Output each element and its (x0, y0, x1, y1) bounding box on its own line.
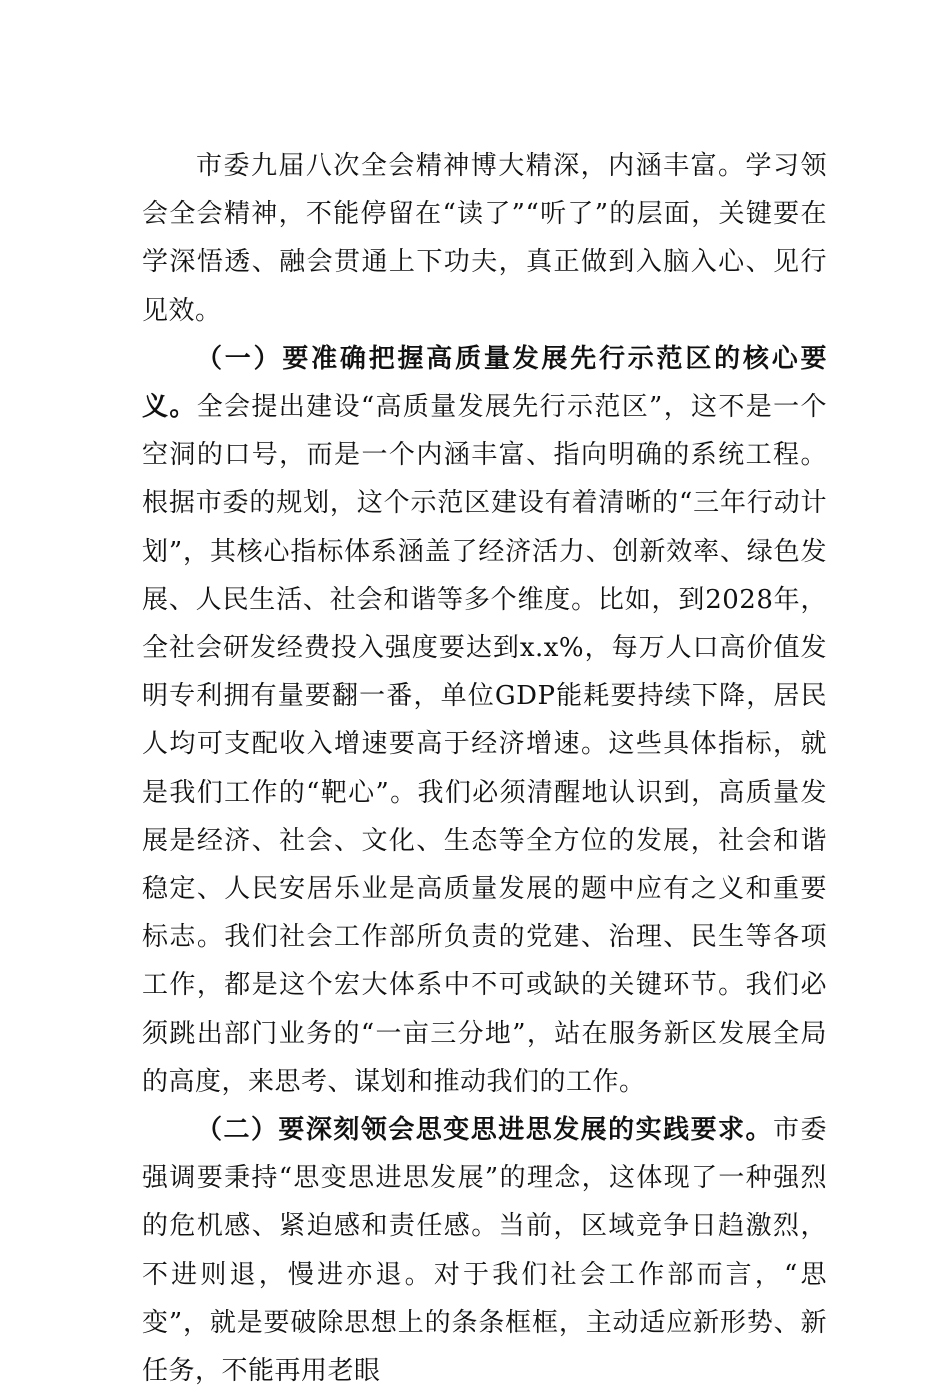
document-body (142, 142, 827, 1395)
paragraph-section-2 (142, 1106, 827, 1395)
paragraph-section-1 (142, 335, 827, 1106)
paragraph-heading: （二）要深刻领会思变思进思发展的实践要求。 (196, 1115, 773, 1146)
paragraph-intro (142, 142, 827, 335)
paragraph-text: 市委九届八次全会精神博大精深，内涵丰富。学习领会全会精神，不能停留在“读了”“听了”的层面，关键要在学深悟透、融会贯通上下功夫，真正做到入脑入心、见行见效。 (142, 151, 827, 326)
paragraph-heading: （一）要准确把握高质量发展先行示范区的核心要义。 (142, 343, 827, 423)
paragraph-text: 市委强调要秉持“思变思进思发展”的理念，这体现了一种强烈的危机感、紧迫感和责任感。当前，区域竞争日趋激烈，不进则退，慢进亦退。对于我们社会工作部而言，“思变”，就是要破除思想上的条条框框，主动适应新形势、新任务，不能再用老眼 (142, 1115, 827, 1387)
paragraph-text: 全会提出建设“高质量发展先行示范区”，这不是一个空洞的口号，而是一个内涵丰富、指向明确的系统工程。根据市委的规划，这个示范区建设有着清晰的“三年行动计划”，其核心指标体系涵盖了经济活力、创新效率、绿色发展、人民生活、社会和谐等多个维度。比如，到2028年，全社会研发经费投入强度要达到x.x%，每万人口高价值发明专利拥有量要翻一番，单位GDP能耗要持续下降，居民人均可支配收入增速要高于经济增速。这些具体指标，就是我们工作的“靶心”。我们必须清醒地认识到，高质量发展是经济、社会、文化、生态等全方位的发展，社会和谐稳定、人民安居乐业是高质量发展的题中应有之义和重要标志。我们社会工作部所负责的党建、治理、民生等各项工作，都是这个宏大体系中不可或缺的关键环节。我们必须跳出部门业务的“一亩三分地”，站在服务新区发展全局的高度，来思考、谋划和推动我们的工作。 (142, 392, 827, 1097)
